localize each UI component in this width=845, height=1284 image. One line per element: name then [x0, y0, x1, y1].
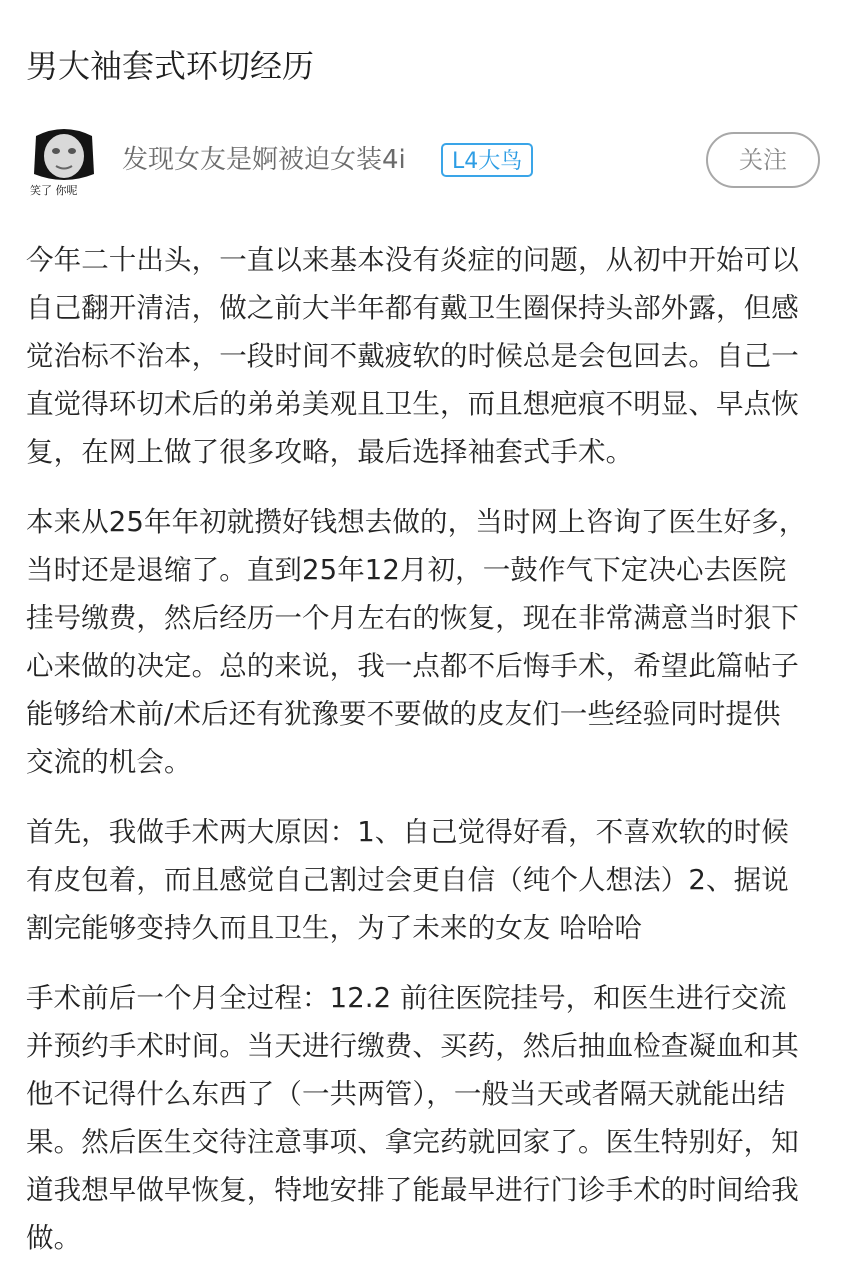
paragraph-line: 自己翻开清洁，做之前大半年都有戴卫生圈保持头部外露，但感 — [26, 292, 799, 324]
paragraph-line: 果。然后医生交待注意事项、拿完药就回家了。医生特别好，知 — [26, 1126, 799, 1158]
paragraph-line: 首先，我做手术两大原因：1、自己觉得好看，不喜欢软的时候 — [26, 816, 789, 848]
paragraph-line: 割完能够变持久而且卫生，为了未来的女友 哈哈哈 — [26, 912, 643, 944]
avatar[interactable] — [26, 124, 102, 200]
paragraph-line: 今年二十出头，一直以来基本没有炎症的问题，从初中开始可以 — [26, 244, 799, 276]
post-paragraph — [26, 808, 822, 952]
paragraph-line: 复，在网上做了很多攻略，最后选择袖套式手术。 — [26, 436, 634, 468]
avatar-caption: 笑了 你呢 — [30, 184, 78, 197]
paragraph-line: 当时还是退缩了。直到25年12月初，一鼓作气下定决心去医院 — [26, 554, 787, 586]
paragraph-line: 道我想早做早恢复，特地安排了能最早进行门诊手术的时间给我 — [26, 1174, 799, 1206]
post-paragraph — [26, 236, 822, 476]
paragraph-line: 手术前后一个月全过程：12.2 前往医院挂号，和医生进行交流 — [26, 982, 787, 1014]
post-title: 男大袖套式环切经历 — [26, 47, 315, 85]
author-username[interactable]: 发现女友是婀被迫女装4i — [122, 145, 406, 175]
paragraph-line: 并预约手术时间。当天进行缴费、买药，然后抽血检查凝血和其 — [26, 1030, 799, 1062]
paragraph-line: 觉治标不治本，一段时间不戴疲软的时候总是会包回去。自己一 — [26, 340, 799, 372]
follow-button[interactable]: 关注 — [706, 132, 820, 188]
paragraph-line: 直觉得环切术后的弟弟美观且卫生，而且想疤痕不明显、早点恢 — [26, 388, 799, 420]
post-paragraph — [26, 974, 822, 1262]
paragraph-line: 本来从25年年初就攒好钱想去做的，当时网上咨询了医生好多， — [26, 506, 807, 538]
author-bar — [26, 124, 820, 204]
paragraph-line: 挂号缴费，然后经历一个月左右的恢复，现在非常满意当时狠下 — [26, 602, 799, 634]
paragraph-line: 有皮包着，而且感觉自己割过会更自信（纯个人想法）2、据说 — [26, 864, 789, 896]
paragraph-line: 心来做的决定。总的来说，我一点都不后悔手术，希望此篇帖子 — [26, 650, 799, 682]
paragraph-line: 他不记得什么东西了（一共两管），一般当天或者隔天就能出结 — [26, 1078, 786, 1110]
level-badge: L4大鸟 — [441, 143, 533, 177]
paragraph-line: 能够给术前/术后还有犹豫要不要做的皮友们一些经验同时提供 — [26, 698, 781, 730]
post-paragraph — [26, 498, 822, 786]
post-body — [26, 236, 822, 1284]
paragraph-line: 做。 — [26, 1222, 82, 1254]
paragraph-line: 交流的机会。 — [26, 746, 192, 778]
